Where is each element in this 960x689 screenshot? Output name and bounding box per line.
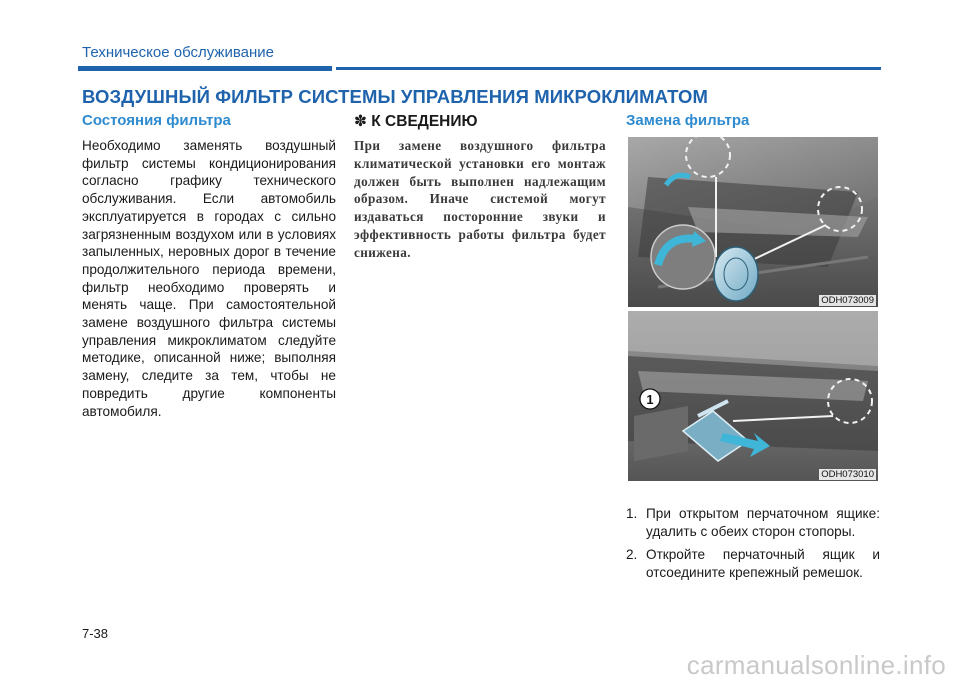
header-rule-thin [336,67,881,70]
note-text: При замене воздушного фильтра климатической установки его монтаж должен быть выполнен надлежащим образом. Иначе системой могут издаваться посторонние звуки и эффективность работы фильтра будет снижена. [354,138,606,260]
step-number: 2. [626,547,638,563]
step-number: 1. [626,506,638,521]
list-item [626,505,880,540]
page-number: 7-38 [82,626,109,641]
replacement-steps [626,505,880,582]
replacement-heading: Замена фильтра [626,112,750,129]
page-title: ВОЗДУШНЫЙ ФИЛЬТР СИСТЕМЫ УПРАВЛЕНИЯ МИКРОКЛИМАТОМ [82,86,709,107]
watermark: carmanualsonline.info [686,650,946,680]
photo2-callout: 1 [646,392,654,407]
conditions-text: Необходимо заменять воздушный фильтр системы кондиционирования согласно графику технического обслуживания. Если автомобиль эксплуатируется в городах с сильно загрязненным воздухом или в условиях запыленных, неровных дорог в течение продолжительного периода времени, фильтр необходимо проверять и менять чаще. При самостоятельной замене воздушного фильтра системы управления микроклиматом следуйте методике, описанной ниже; выполняя замену, следите за тем, чтобы не повредить другие компоненты автомобиля. [82,138,336,419]
glovebox-stopper-illustration [628,137,878,307]
photo1-code: ODH073009 [821,295,874,306]
photo2-code: ODH073010 [821,469,874,480]
list-item [626,546,880,581]
glovebox-strap-illustration [628,311,878,481]
step-text: При открытом перчаточном ящике: удалить с обеих сторон стопоры. [646,506,880,539]
glovebox-strap-photo [628,311,878,481]
note-column [354,112,606,262]
header-rule-thick [78,66,332,71]
replacement-column [626,112,880,588]
conditions-column [82,112,336,420]
conditions-heading: Состояния фильтра [82,112,231,129]
section-title: Техническое обслуживание [82,44,274,61]
note-heading: ✽ К СВЕДЕНИЮ [354,113,478,130]
glovebox-stopper-photo [628,137,878,307]
step-text: Откройте перчаточный ящик и отсоедините крепежный ремешок. [646,547,880,581]
